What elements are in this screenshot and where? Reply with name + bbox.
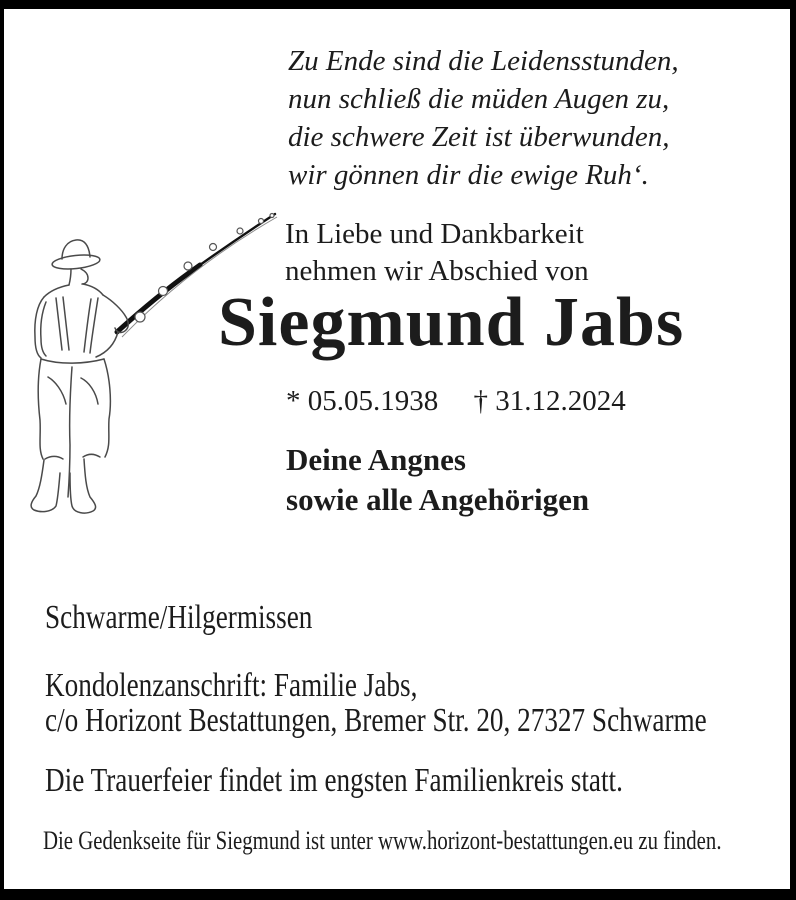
fisherman-icon <box>25 205 285 530</box>
birth-date: * 05.05.1938 <box>286 385 439 417</box>
condolence-line: Kondolenzanschrift: Familie Jabs, <box>45 667 418 704</box>
mourners <box>286 440 589 520</box>
poem-line: die schwere Zeit ist überwunden, <box>288 121 670 153</box>
deceased-name: Siegmund Jabs <box>218 284 685 361</box>
death-date: † 31.12.2024 <box>473 385 626 417</box>
poem-line: wir gönnen dir die ewige Ruh‘. <box>288 159 649 191</box>
memorial-page-note: Die Gedenkseite für Siegmund ist unter www.horizont-bestattungen.eu zu finden. <box>43 826 722 855</box>
intro-line: nehmen wir Abschied von <box>285 255 589 287</box>
poem-line: Zu Ende sind die Leidensstunden, <box>288 45 679 77</box>
mourner-line: Deine Angnes <box>286 442 466 477</box>
intro-line: In Liebe und Dankbarkeit <box>285 218 584 250</box>
mourner-line: sowie alle Angehörigen <box>286 482 590 517</box>
location: Schwarme/Hilgermissen <box>45 599 313 636</box>
farewell-intro <box>285 216 589 290</box>
funeral-note: Die Trauerfeier findet im engsten Familienkreis statt. <box>45 762 623 799</box>
memorial-poem <box>288 42 679 194</box>
poem-line: nun schließ die müden Augen zu, <box>288 83 670 115</box>
condolence-address <box>45 668 707 738</box>
life-dates <box>286 384 626 418</box>
condolence-line: c/o Horizont Bestattungen, Bremer Str. 20, 27327 Schwarme <box>45 702 707 739</box>
